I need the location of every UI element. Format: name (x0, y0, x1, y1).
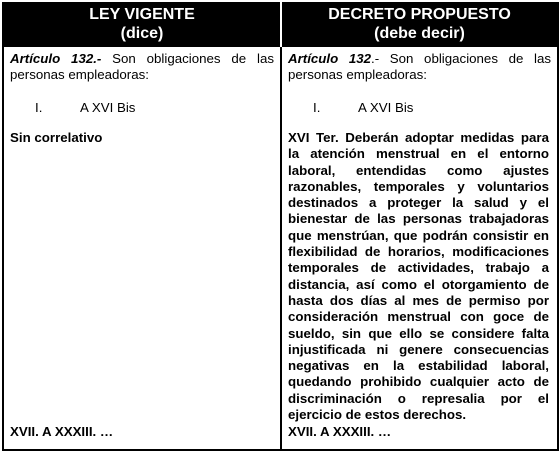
header-row (3, 3, 558, 46)
proposed-decree-header (281, 3, 558, 46)
current-law-tail-fractions: XVII. A XXXIII. … (10, 424, 114, 439)
current-law-fraction-range: A XVI Bis (80, 100, 136, 115)
no-correlative-note: Sin correlativo (10, 130, 103, 145)
proposed-decree-fraction-line (313, 100, 551, 116)
proposed-decree-fraction-numeral: I. (313, 100, 321, 115)
current-law-article-text: Son obligaciones de las personas empleadoras: (10, 51, 274, 82)
proposed-decree-article (288, 51, 551, 83)
new-provision-paragraph: XVI Ter. Deberán adoptar medidas para la atención menstrual en el entorno laboral, entendidas como ajustes razonables, temporales y voluntarios destinados a proteger la salud y el bienestar de las personas trabajadoras que menstrúan, que podrán consistir en flexibilidad de horarios, modificaciones temporales de actividades, trabajo a distancia, así como el otorgamiento de hasta dos días al mes de permiso por consideración menstrual con goce de sueldo, sin que ello se considere falta injustificada ni genere consecuencias negativas en la estabilidad laboral, quedando prohibido cualquier acto de discriminación o represalia por el ejercicio de estos derechos. (288, 130, 549, 423)
proposed-decree-tail-fractions: XVII. A XXXIII. … (288, 424, 392, 439)
current-law-fraction-numeral: I. (35, 100, 43, 115)
content-row (3, 46, 558, 450)
current-law-fraction-line (35, 100, 274, 116)
proposed-decree-article-label: Artículo 132 (288, 51, 372, 66)
current-law-header (3, 3, 281, 46)
proposed-decree-article-text: .- Son obligaciones de las personas empleadoras: (288, 51, 551, 82)
comparison-table (2, 2, 559, 451)
current-law-article (10, 51, 274, 83)
proposed-decree-fraction-range: A XVI Bis (358, 100, 414, 115)
current-law-article-label: Artículo 132.- (10, 51, 102, 66)
current-law-title: LEY VIGENTE (89, 6, 195, 23)
proposed-decree-cell (281, 46, 558, 450)
current-law-cell (3, 46, 281, 450)
current-law-subtitle: (dice) (120, 25, 164, 42)
proposed-decree-title: DECRETO PROPUESTO (328, 6, 511, 23)
proposed-decree-subtitle: (debe decir) (374, 25, 465, 42)
